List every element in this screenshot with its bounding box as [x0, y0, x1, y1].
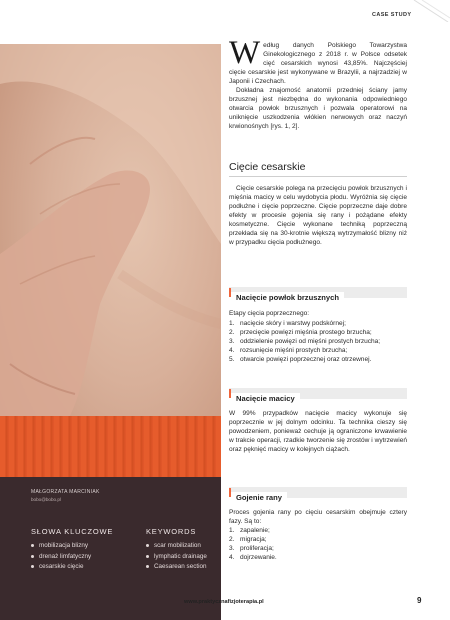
subheading-gojenie: Gojenie rany: [229, 492, 287, 503]
subheading-powloki: Nacięcie powłok brzusznych: [229, 292, 344, 303]
orange-waistband: [0, 416, 221, 477]
bullet-icon: [146, 565, 149, 568]
list-item: 1. zapalenie;: [229, 527, 270, 535]
section-tag: CASE STUDY: [372, 12, 412, 18]
stages-list: [229, 319, 407, 364]
list-item: 5. otwarcie powięzi poprzecznej oraz otrzewnej.: [229, 355, 372, 363]
list-item: 2. migracja;: [229, 536, 267, 544]
cover-photo: [0, 44, 221, 477]
abdomen-hand-illustration: [0, 44, 221, 477]
section1-paragraph: Cięcie cesarskie polega na przecięciu powłok brzusznych i mięśnia macicy w celu wydobycia płodu. Wyróżnia się cięcie podłużne i cięcie poprzeczne. Cięcie poprzeczne daje dobre efekty w procesie gojenia się rany i pożądane efekty kosmetyczne. Cięcie wykonane techniką poprzeczną przekłada się na 30-krotnie większą wytrzymałość blizny niż w przypadku cięcia podłużnego.: [229, 185, 407, 247]
accent-mark: [229, 288, 231, 297]
subsection2-text: [229, 409, 407, 454]
keyword-item: drenaż limfatyczny: [31, 553, 113, 560]
list-intro: Etapy cięcia poprzecznego:: [229, 310, 310, 317]
phases-list: [229, 526, 407, 562]
intro-paragraph-1: edług danych Polskiego Towarzystwa Ginekologicznego z 2018 r. w Polsce odsetek cięć cesarskich wynosi 43,85%. Najczęściej cięcie cesarskie jest wykonywane w Brazylii, a najrzadziej w Japonii i Czechach.: [229, 42, 407, 86]
author-name: MAŁGORZATA MARCINIAK: [31, 489, 100, 495]
keyword-item: scar mobilization: [146, 542, 207, 549]
drop-cap: W: [229, 35, 261, 71]
subsection3-text: [229, 508, 407, 562]
intro-paragraph-2: Dokładna znajomość anatomii przedniej ściany jamy brzusznej jest niezbędna do wykonania odpowiedniego otwarcia powłok brzusznych i pozwala operatorowi na uniknięcie uszkodzenia włókien nerwowych oraz naczyń krwionośnych [rys. 1, 2].: [229, 87, 407, 131]
keyword-item: cesarskie cięcie: [31, 563, 113, 570]
bullet-icon: [146, 544, 149, 547]
keywords-pl: [31, 527, 113, 574]
list-item: 1. nacięcie skóry i warstwy podskórnej;: [229, 319, 346, 327]
bullet-icon: [31, 555, 34, 558]
keyword-item: mobilizacja blizny: [31, 542, 113, 549]
keywords-en: [146, 527, 207, 574]
author-email: bobo@bobo.pl: [31, 497, 61, 502]
section-title-ciecie: Cięcie cesarskie: [229, 161, 306, 173]
intro-text: [229, 35, 407, 131]
list-item: 3. proliferacja;: [229, 545, 274, 553]
list-item: 4. rozsunięcie mięśni prostych brzucha;: [229, 346, 348, 354]
list-item: 2. przecięcie powięzi mięśnia prostego brzucha;: [229, 328, 372, 336]
subsection3-paragraph: Proces gojenia rany po cięciu cesarskim obejmuje cztery fazy. Są to:: [229, 509, 407, 526]
keyword-item: Caesarean section: [146, 563, 207, 570]
keywords-pl-heading: SŁOWA KLUCZOWE: [31, 527, 114, 536]
accent-mark: [229, 488, 231, 497]
bullet-icon: [31, 544, 34, 547]
subsection2-paragraph: W 99% przypadków nacięcie macicy wykonuje się poprzecznie w jej dolnym odcinku. Ta technika cieszy się powodzeniem, ponieważ cechuje ją ograniczone krwawienie w trakcie operacji, rzadkie tworzenie się zrostów i wytrzewień oraz pęknięć macicy w kolejnych ciążach.: [229, 410, 407, 454]
subheading-bar-macica: [229, 388, 407, 403]
subsection1-text: [229, 309, 407, 364]
accent-mark: [229, 389, 231, 398]
keyword-item: lymphatic drainage: [146, 553, 207, 560]
bullet-icon: [31, 565, 34, 568]
list-item: 4. dojrzewanie.: [229, 554, 277, 562]
list-item: 3. oddzielenie powięzi od mięśni prostych brzucha;: [229, 337, 381, 345]
keywords-en-heading: KEYWORDS: [146, 527, 197, 536]
section-divider: [229, 176, 407, 177]
page-number: 9: [417, 596, 422, 605]
footer-url[interactable]: www.praktycznafizjoterapia.pl: [184, 599, 264, 605]
corner-decoration: [412, 0, 450, 22]
bullet-icon: [146, 555, 149, 558]
subheading-bar-powloki: [229, 287, 407, 302]
subheading-bar-gojenie: [229, 487, 407, 502]
section1-text: [229, 184, 407, 247]
subheading-macica: Nacięcie macicy: [229, 393, 300, 404]
